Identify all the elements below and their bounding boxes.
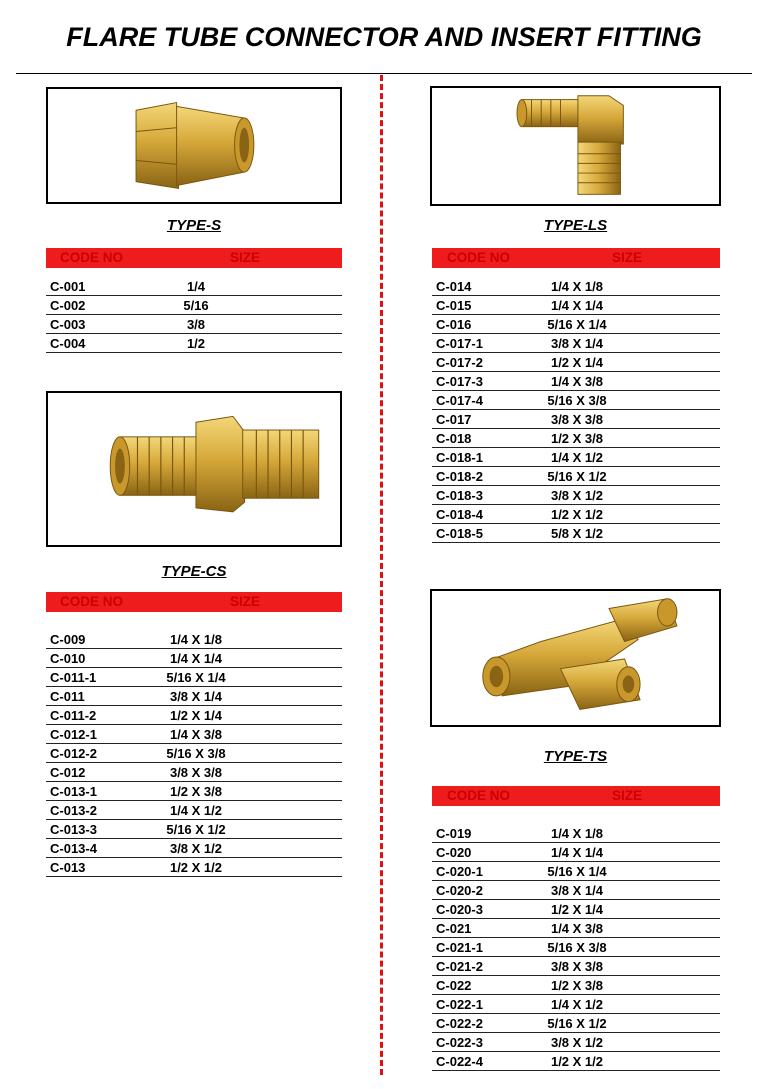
table-row — [432, 448, 720, 467]
table-row — [432, 862, 720, 881]
table-row — [432, 467, 720, 486]
size-cell: 1/2 X 1/2 — [169, 860, 223, 875]
size-cell: 5/16 X 1/4 — [166, 670, 226, 685]
code-cell: C-013-3 — [50, 822, 97, 837]
table-row — [432, 957, 720, 976]
title-rule — [16, 73, 752, 74]
size-cell: 1/4 X 1/2 — [550, 450, 604, 465]
table-row — [432, 900, 720, 919]
table-row — [46, 687, 342, 706]
code-cell: C-013-1 — [50, 784, 97, 799]
code-cell: C-021 — [436, 921, 472, 936]
size-cell: 1/2 X 1/4 — [169, 708, 223, 723]
code-cell: C-020-1 — [436, 864, 483, 879]
table-row — [432, 391, 720, 410]
table-row — [432, 372, 720, 391]
code-cell: C-020-3 — [436, 902, 483, 917]
size-cell: 5/16 — [183, 298, 209, 313]
size-header: SIZE — [230, 594, 261, 609]
type-cs-photo — [46, 391, 342, 547]
code-header: CODE NO — [60, 250, 124, 265]
size-cell: 3/8 X 3/8 — [550, 959, 604, 974]
table-row — [46, 858, 342, 877]
type-ts-table — [432, 786, 720, 1071]
size-cell: 3/8 X 1/4 — [169, 689, 223, 704]
table-row — [46, 839, 342, 858]
size-cell: 5/16 X 1/2 — [166, 822, 226, 837]
tee-fitting-image — [432, 591, 719, 725]
size-cell: 1/4 X 1/8 — [550, 826, 604, 841]
table-row — [432, 919, 720, 938]
code-cell: C-021-2 — [436, 959, 483, 974]
size-cell: 1/2 — [186, 336, 206, 351]
size-cell: 1/4 X 3/8 — [550, 374, 604, 389]
code-cell: C-013-2 — [50, 803, 97, 818]
table-row — [432, 334, 720, 353]
table-row — [432, 938, 720, 957]
table-row — [432, 1014, 720, 1033]
table-row — [46, 296, 342, 315]
code-cell: C-010 — [50, 651, 86, 666]
size-cell: 1/2 X 1/2 — [550, 507, 604, 522]
table-row — [46, 334, 342, 353]
table-row — [432, 410, 720, 429]
elbow-fitting-image — [432, 88, 719, 204]
type-s-label: TYPE-S — [166, 217, 222, 234]
table-header — [46, 248, 342, 268]
size-cell: 1/4 X 1/2 — [550, 997, 604, 1012]
type-ls-table — [432, 248, 720, 543]
code-cell: C-003 — [50, 317, 86, 332]
type-ts-label: TYPE-TS — [543, 748, 608, 765]
code-cell: C-012-1 — [50, 727, 97, 742]
page-title: FLARE TUBE CONNECTOR AND INSERT FITTING — [66, 22, 702, 52]
size-cell: 5/16 X 1/2 — [547, 469, 607, 484]
code-cell: C-018-4 — [436, 507, 483, 522]
code-cell: C-022-2 — [436, 1016, 483, 1031]
table-row — [432, 296, 720, 315]
table-row — [46, 782, 342, 801]
table-row — [432, 524, 720, 543]
size-cell: 1/4 X 1/8 — [169, 632, 223, 647]
code-cell: C-016 — [436, 317, 472, 332]
code-cell: C-022-4 — [436, 1054, 483, 1069]
table-row — [432, 505, 720, 524]
table-row — [46, 801, 342, 820]
size-cell: 5/16 X 1/4 — [547, 864, 607, 879]
code-cell: C-017-4 — [436, 393, 483, 408]
table-row — [46, 630, 342, 649]
size-cell: 1/2 X 1/4 — [550, 902, 604, 917]
size-cell: 1/4 X 1/2 — [169, 803, 223, 818]
size-cell: 3/8 X 3/8 — [169, 765, 223, 780]
type-cs-label: TYPE-CS — [161, 563, 227, 580]
size-cell: 5/16 X 3/8 — [547, 940, 607, 955]
table-row — [432, 429, 720, 448]
code-cell: C-013 — [50, 860, 86, 875]
table-row — [46, 725, 342, 744]
union-fitting-image — [48, 393, 340, 545]
code-cell: C-012 — [50, 765, 86, 780]
size-cell: 1/4 — [186, 279, 206, 294]
size-cell: 1/4 X 1/8 — [550, 279, 604, 294]
code-cell: C-018-3 — [436, 488, 483, 503]
table-row — [432, 486, 720, 505]
type-ls-photo — [430, 86, 721, 206]
table-row — [432, 353, 720, 372]
code-cell: C-012-2 — [50, 746, 97, 761]
type-ls-label: TYPE-LS — [543, 217, 608, 234]
size-cell: 3/8 X 1/4 — [550, 336, 604, 351]
code-header: CODE NO — [447, 250, 511, 265]
table-row — [432, 315, 720, 334]
table-row — [46, 277, 342, 296]
code-cell: C-018-2 — [436, 469, 483, 484]
code-header: CODE NO — [447, 788, 511, 803]
size-cell: 1/2 X 3/8 — [550, 978, 604, 993]
table-row — [46, 763, 342, 782]
type-s-table — [46, 248, 342, 353]
table-row — [432, 976, 720, 995]
size-cell: 5/8 X 1/2 — [550, 526, 604, 541]
code-cell: C-011-1 — [50, 670, 97, 685]
code-cell: C-001 — [50, 279, 86, 294]
code-cell: C-017 — [436, 412, 472, 427]
code-cell: C-011 — [50, 689, 85, 704]
table-row — [46, 744, 342, 763]
table-row — [46, 668, 342, 687]
type-cs-table — [46, 592, 342, 877]
code-header: CODE NO — [60, 594, 124, 609]
table-row — [46, 706, 342, 725]
size-cell: 5/16 X 1/2 — [547, 1016, 607, 1031]
table-header — [432, 248, 720, 268]
code-cell: C-014 — [436, 279, 472, 294]
table-row — [432, 277, 720, 296]
code-cell: C-022-1 — [436, 997, 483, 1012]
type-s-photo — [46, 87, 342, 204]
size-cell: 1/4 X 1/4 — [550, 845, 604, 860]
table-row — [432, 824, 720, 843]
size-cell: 1/4 X 3/8 — [550, 921, 604, 936]
table-row — [46, 649, 342, 668]
table-row — [432, 1033, 720, 1052]
code-cell: C-022-3 — [436, 1035, 483, 1050]
size-cell: 1/2 X 1/4 — [550, 355, 604, 370]
type-ts-photo — [430, 589, 721, 727]
code-cell: C-018-5 — [436, 526, 483, 541]
code-cell: C-009 — [50, 632, 86, 647]
table-row — [432, 1052, 720, 1071]
table-row — [46, 820, 342, 839]
size-cell: 5/16 X 3/8 — [166, 746, 226, 761]
code-cell: C-021-1 — [436, 940, 483, 955]
size-cell: 1/2 X 1/2 — [550, 1054, 604, 1069]
code-cell: C-017-2 — [436, 355, 483, 370]
size-cell: 1/2 X 3/8 — [169, 784, 223, 799]
code-cell: C-018-1 — [436, 450, 483, 465]
size-cell: 3/8 X 1/2 — [550, 488, 604, 503]
code-cell: C-018 — [436, 431, 472, 446]
code-cell: C-022 — [436, 978, 472, 993]
code-cell: C-002 — [50, 298, 86, 313]
size-cell: 3/8 X 1/2 — [169, 841, 223, 856]
size-cell: 5/16 X 3/8 — [547, 393, 607, 408]
table-row — [46, 315, 342, 334]
code-cell: C-017-3 — [436, 374, 483, 389]
code-cell: C-020-2 — [436, 883, 483, 898]
flare-nut-image — [48, 89, 340, 202]
table-header — [432, 786, 720, 806]
table-row — [432, 881, 720, 900]
size-header: SIZE — [230, 250, 261, 265]
size-cell: 1/4 X 1/4 — [169, 651, 223, 666]
table-row — [432, 995, 720, 1014]
code-cell: C-017-1 — [436, 336, 483, 351]
size-cell: 3/8 X 1/4 — [550, 883, 604, 898]
table-header — [46, 592, 342, 612]
code-cell: C-004 — [50, 336, 86, 351]
size-cell: 1/4 X 3/8 — [169, 727, 223, 742]
code-cell: C-011-2 — [50, 708, 97, 723]
column-divider — [380, 75, 383, 1075]
size-cell: 5/16 X 1/4 — [547, 317, 607, 332]
code-cell: C-015 — [436, 298, 472, 313]
size-header: SIZE — [612, 250, 643, 265]
size-cell: 1/4 X 1/4 — [550, 298, 604, 313]
size-cell: 1/2 X 3/8 — [550, 431, 604, 446]
size-cell: 3/8 — [186, 317, 206, 332]
size-cell: 3/8 X 3/8 — [550, 412, 604, 427]
table-row — [432, 843, 720, 862]
code-cell: C-020 — [436, 845, 472, 860]
code-cell: C-019 — [436, 826, 472, 841]
size-header: SIZE — [612, 788, 643, 803]
size-cell: 3/8 X 1/2 — [550, 1035, 604, 1050]
code-cell: C-013-4 — [50, 841, 97, 856]
